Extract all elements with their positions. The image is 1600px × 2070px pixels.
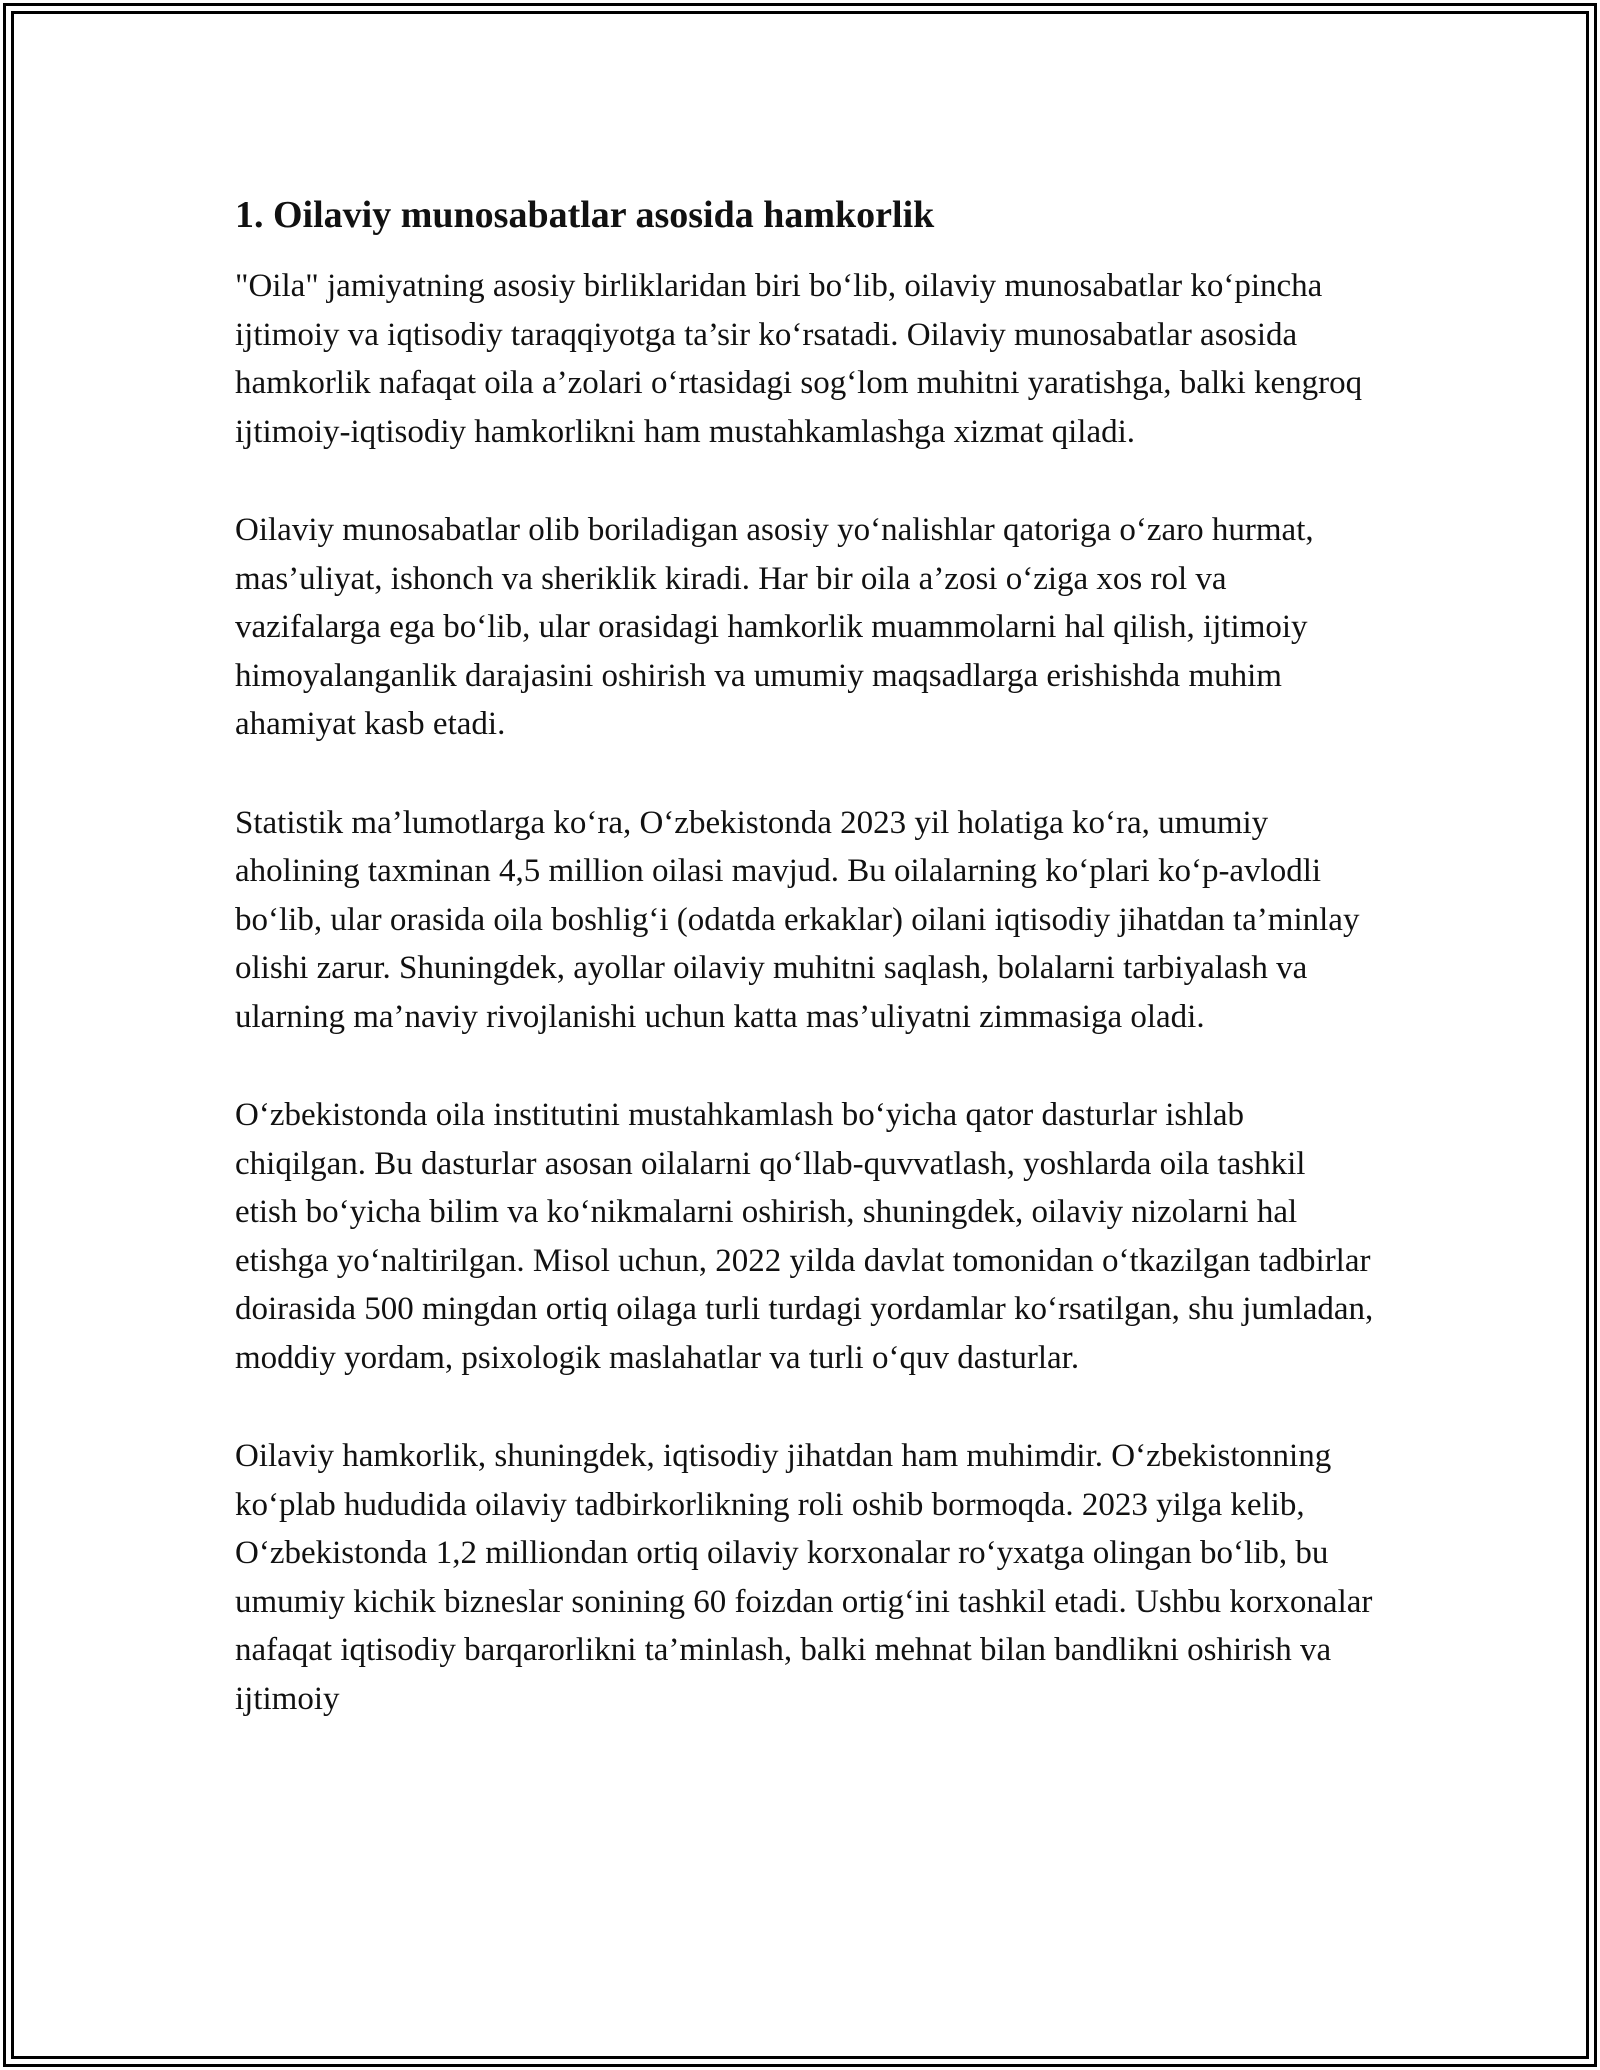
paragraph: O‘zbekistonda oila institutini mustahkamlash bo‘yicha qator dasturlar ishlab chiqilgan. Bu dasturlar asosan oilalarni qo‘llab-quvvatlash, yoshlarda oila tashkil etish bo‘yicha bilim va ko‘nikmalarni oshirish, shuningdek, oilaviy nizolarni hal etishga yo‘naltirilgan. Misol uchun, 2022 yilda davlat tomonidan o‘tkazilgan tadbirlar doirasida 500 mingdan ortiq oilaga turli turdagi yordamlar ko‘rsatilgan, shu jumladan, moddiy yordam, psixologik maslahatlar va turli o‘quv dasturlar. [235, 1097, 1374, 1376]
paragraph: Oilaviy hamkorlik, shuningdek, iqtisodiy jihatdan ham muhimdir. O‘zbekistonning ko‘plab hududida oilaviy tadbirkorlikning roli oshib bormoqda. 2023 yilga kelib, O‘zbekistonda 1,2 milliondan ortiq oilaviy korxonalar ro‘yxatga olingan bo‘lib, bu umumiy kichik bizneslar sonining 60 foizdan ortig‘ini tashkil etadi. Ushbu korxonalar nafaqat iqtisodiy barqarorlikni ta’minlash, balki mehnat bilan bandlikni oshirish va ijtimoiy [235, 1438, 1373, 1717]
document-body [235, 190, 1375, 1773]
section-heading: 1. Oilaviy munosabatlar asosida hamkorlik [235, 194, 935, 236]
paragraph: Statistik ma’lumotlarga ko‘ra, O‘zbekistonda 2023 yil holatiga ko‘ra, umumiy aholining taxminan 4,5 million oilasi mavjud. Bu oilalarning ko‘plari ko‘p-avlodli bo‘lib, ular orasida oila boshlig‘i (odatda erkaklar) oilani iqtisodiy jihatdan ta’minlay olishi zarur. Shuningdek, ayollar oilaviy muhitni saqlash, bolalarni tarbiyalash va ularning ma’naviy rivojlanishi uchun katta mas’uliyatni zimmasiga oladi. [235, 804, 1360, 1035]
paragraph: "Oila" jamiyatning asosiy birliklaridan biri bo‘lib, oilaviy munosabatlar ko‘pincha ijtimoiy va iqtisodiy taraqqiyotga ta’sir ko‘rsatadi. Oilaviy munosabatlar asosida hamkorlik nafaqat oila a’zolari o‘rtasidagi sog‘lom muhitni yaratishga, balki kengroq ijtimoiy-iqtisodiy hamkorlikni ham mustahkamlashga xizmat qiladi. [235, 268, 1363, 450]
paragraph: Oilaviy munosabatlar olib boriladigan asosiy yo‘nalishlar qatoriga o‘zaro hurmat, mas’uliyat, ishonch va sheriklik kiradi. Har bir oila a’zosi o‘ziga xos rol va vazifalarga ega bo‘lib, ular orasidagi hamkorlik muammolarni hal qilish, ijtimoiy himoyalanganlik darajasini oshirish va umumiy maqsadlarga erishishda muhim ahamiyat kasb etadi. [235, 512, 1314, 742]
